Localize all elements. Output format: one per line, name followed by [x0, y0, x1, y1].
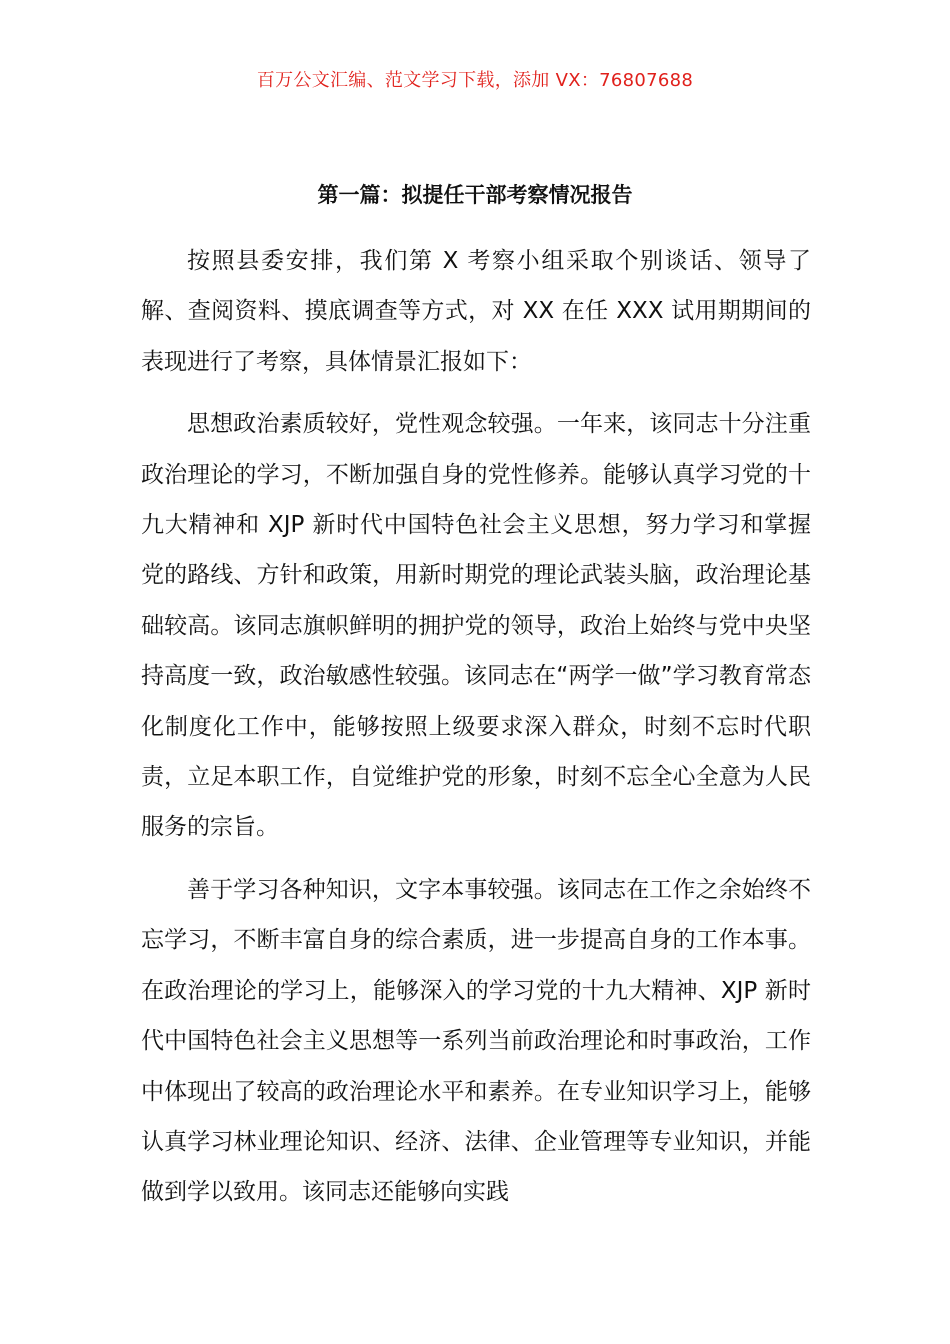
- document-title: 第一篇：拟提任干部考察情况报告: [317, 183, 633, 207]
- paragraph-learning-ability: 善于学习各种知识，文字本事较强。该同志在工作之余始终不忘学习，不断丰富自身的综合素质，进一步提高自身的工作本事。在政治理论的学习上，能够深入的学习党的十九大精神、XJP 新时代中国特色社会主义思想等一系列当前政治理论和时事政治，工作中体现出了较高的政治理论水平和素养。在专业知识学习上，能够认真学习林业理论知识、经济、法律、企业管理等专业知识，并能做到学以致用。该同志还能够向实践: [141, 876, 811, 1206]
- paragraph-intro: 按照县委安排，我们第 X 考察小组采取个别谈话、领导了解、查阅资料、摸底调查等方式，对 XX 在任 XXX 试用期期间的表现进行了考察，具体情景汇报如下：: [141, 248, 811, 375]
- paragraph-political-quality: 思想政治素质较好，党性观念较强。一年来，该同志十分注重政治理论的学习，不断加强自身的党性修养。能够认真学习党的十九大精神和 XJP 新时代中国特色社会主义思想，努力学习和掌握党的路线、方针和政策，用新时期党的理论武装头脑，政治理论基础较高。该同志旗帜鲜明的拥护党的领导，政治上始终与党中央坚持高度一致，政治敏感性较强。该同志在“两学一做”学习教育常态化制度化工作中，能够按照上级要求深入群众，时刻不忘时代职责，立足本职工作，自觉维护党的形象，时刻不忘全心全意为人民服务的宗旨。: [141, 411, 811, 841]
- header-banner: 百万公文汇编、范文学习下载，添加 VX：76807688: [256, 70, 694, 91]
- document-body: [141, 236, 811, 1218]
